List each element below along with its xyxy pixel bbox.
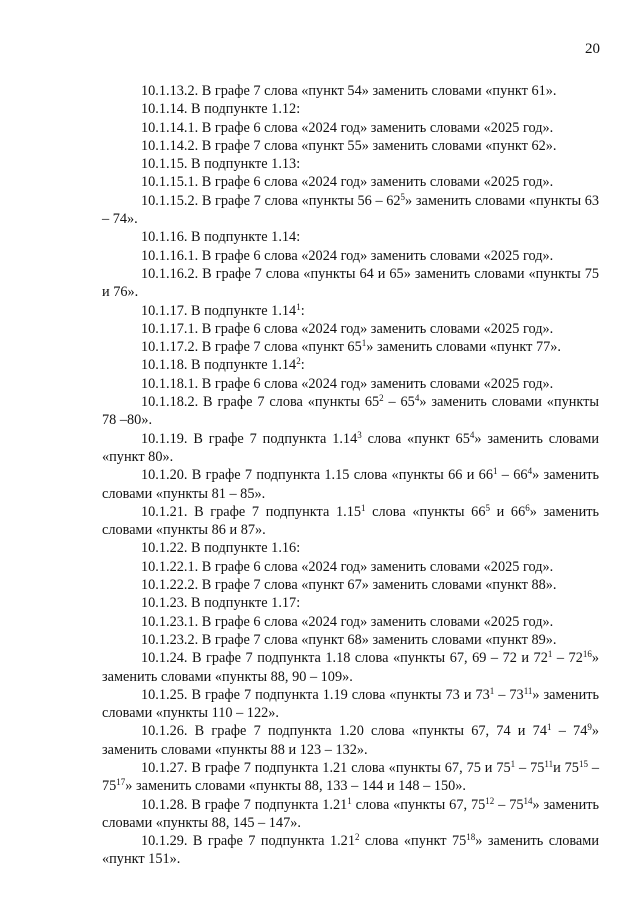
amendment-paragraph: [102, 320, 599, 338]
amendment-paragraph: [102, 100, 599, 118]
paragraph-text: – 75: [102, 759, 599, 795]
amendment-paragraph: [102, 82, 599, 100]
paragraph-text: 10.1.22.1. В графе 6 слова «2024 год» заменить словами «2025 год».: [141, 558, 554, 575]
paragraph-text: – 73: [494, 686, 524, 703]
paragraph-text: 10.1.18.2. В графе 7 слова «пункты 65: [141, 394, 380, 411]
paragraph-text: – 75: [515, 759, 545, 776]
amendment-paragraph: [102, 466, 599, 503]
paragraph-text: – 66: [497, 467, 528, 484]
amendment-paragraph: [102, 613, 599, 631]
paragraph-text: 10.1.28. В графе 7 подпункта 1.21: [141, 796, 348, 813]
paragraph-text: » заменить словами «пункты 88, 90 – 109».: [102, 650, 600, 685]
paragraph-text: 10.1.23. В подпункте 1.17:: [141, 595, 301, 612]
document-body: [102, 82, 599, 869]
amendment-paragraph: [102, 356, 599, 374]
paragraph-text: » заменить словами «пункты 88 и 123 – 132».: [102, 723, 600, 758]
paragraph-text: » заменить словами «пункты 88, 133 – 144 и 148 – 150».: [125, 778, 466, 795]
paragraph-text: » заменить словами «пункт 80».: [102, 430, 599, 465]
paragraph-text: и 66: [489, 503, 526, 520]
amendment-paragraph: [102, 155, 599, 173]
paragraph-text: 10.1.20. В графе 7 подпункта 1.15 слова «пункты 66 и 66: [141, 467, 493, 484]
amendment-paragraph: [102, 137, 599, 155]
page-number: 20: [585, 41, 600, 57]
paragraph-text: » заменить словами «пункты 78 –80».: [102, 394, 600, 429]
paragraph-text: :: [300, 302, 305, 319]
amendment-paragraph: [102, 832, 599, 869]
superscript-index: 12: [485, 795, 495, 806]
paragraph-text: 10.1.15.2. В графе 7 слова «пункты 56 – 62: [141, 192, 401, 209]
amendment-paragraph: [102, 594, 599, 612]
superscript-index: 1: [492, 466, 498, 477]
amendment-paragraph: [102, 228, 599, 246]
superscript-index: 1: [296, 301, 301, 312]
superscript-index: 11: [523, 685, 533, 696]
paragraph-text: и 75: [553, 759, 579, 776]
paragraph-text: 10.1.13.2. В графе 7 слова «пункт 54» заменить словами «пункт 61».: [141, 83, 557, 99]
superscript-index: 5: [400, 191, 406, 202]
paragraph-text: » заменить словами «пункты 63 – 74».: [102, 192, 599, 228]
amendment-paragraph: [102, 649, 599, 686]
superscript-index: 9: [587, 722, 592, 733]
paragraph-text: » заменить словами «пункты 110 – 122».: [102, 686, 599, 722]
paragraph-text: » заменить словами «пункт 151».: [102, 833, 599, 868]
superscript-index: 6: [525, 502, 530, 513]
superscript-index: 1: [361, 502, 366, 513]
paragraph-text: 10.1.24. В графе 7 подпункта 1.18 слова «пункты 67, 69 – 72 и 72: [141, 650, 548, 667]
superscript-index: 4: [527, 466, 533, 477]
amendment-paragraph: [102, 759, 599, 796]
paragraph-text: 10.1.14. В подпункте 1.12:: [141, 101, 301, 118]
superscript-index: 17: [116, 777, 126, 788]
paragraph-text: » заменить словами «пункт 77».: [366, 339, 561, 356]
superscript-index: 1: [510, 758, 516, 769]
superscript-index: 4: [469, 429, 475, 440]
superscript-index: 5: [485, 502, 490, 513]
superscript-index: 2: [296, 356, 301, 367]
superscript-index: 1: [546, 722, 552, 733]
superscript-index: 4: [414, 393, 420, 404]
paragraph-text: 10.1.22.2. В графе 7 слова «пункт 67» заменить словами «пункт 88».: [141, 577, 557, 594]
paragraph-text: – 72: [552, 650, 583, 667]
paragraph-text: 10.1.16. В подпункте 1.14:: [141, 229, 301, 246]
paragraph-text: 10.1.29. В графе 7 подпункта 1.21: [141, 833, 355, 850]
amendment-paragraph: [102, 302, 599, 320]
amendment-paragraph: [102, 375, 599, 393]
amendment-paragraph: [102, 539, 599, 557]
superscript-index: 1: [547, 649, 553, 660]
amendment-paragraph: [102, 796, 599, 833]
paragraph-text: 10.1.25. В графе 7 подпункта 1.19 слова «пункты 73 и 73: [141, 686, 490, 703]
amendment-paragraph: [102, 338, 599, 356]
paragraph-text: 10.1.17.2. В графе 7 слова «пункт 65: [141, 339, 362, 356]
amendment-paragraph: [102, 173, 599, 191]
paragraph-text: 10.1.16.1. В графе 6 слова «2024 год» заменить словами «2025 год».: [141, 247, 554, 264]
superscript-index: 1: [489, 685, 495, 696]
amendment-paragraph: [102, 265, 599, 302]
superscript-index: 1: [361, 338, 367, 349]
paragraph-text: :: [300, 357, 305, 374]
paragraph-text: » заменить словами «пункты 88, 145 – 147».: [102, 796, 599, 831]
amendment-paragraph: [102, 430, 599, 467]
superscript-index: 18: [466, 832, 476, 843]
paragraph-text: 10.1.17.1. В графе 6 слова «2024 год» заменить словами «2025 год».: [141, 320, 554, 337]
superscript-index: 11: [544, 758, 554, 769]
amendment-paragraph: [102, 558, 599, 576]
superscript-index: 3: [357, 429, 362, 440]
paragraph-text: слова «пункт 65: [361, 430, 470, 447]
paragraph-text: 10.1.26. В графе 7 подпункта 1.20 слова «пункты 67, 74 и 74: [141, 723, 547, 740]
paragraph-text: 10.1.15.1. В графе 6 слова «2024 год» заменить словами «2025 год».: [141, 174, 554, 191]
paragraph-text: 10.1.22. В подпункте 1.16:: [141, 540, 301, 557]
superscript-index: 14: [523, 795, 533, 806]
amendment-paragraph: [102, 119, 599, 137]
superscript-index: 15: [578, 758, 588, 769]
amendment-paragraph: [102, 393, 599, 430]
paragraph-text: 10.1.18.1. В графе 6 слова «2024 год» заменить словами «2025 год».: [141, 375, 554, 392]
amendment-paragraph: [102, 686, 599, 723]
paragraph-text: » заменить словами «пункты 86 и 87».: [102, 503, 599, 539]
amendment-paragraph: [102, 503, 599, 540]
paragraph-text: 10.1.17. В подпункте 1.14: [141, 302, 297, 319]
paragraph-text: 10.1.14.2. В графе 7 слова «пункт 55» заменить словами «пункт 62».: [141, 137, 557, 154]
paragraph-text: 10.1.23.2. В графе 7 слова «пункт 68» заменить словами «пункт 89».: [141, 631, 557, 648]
amendment-paragraph: [102, 631, 599, 649]
paragraph-text: слова «пункты 66: [365, 503, 486, 520]
amendment-paragraph: [102, 192, 599, 229]
paragraph-text: слова «пункты 67, 75: [351, 796, 486, 813]
paragraph-text: – 65: [383, 394, 415, 411]
paragraph-text: слова «пункт 75: [359, 833, 467, 850]
paragraph-text: – 75: [494, 796, 524, 813]
paragraph-text: 10.1.23.1. В графе 6 слова «2024 год» заменить словами «2025 год».: [141, 613, 554, 630]
paragraph-text: 10.1.14.1. В графе 6 слова «2024 год» заменить словами «2025 год».: [141, 119, 554, 136]
superscript-index: 2: [354, 832, 360, 843]
paragraph-text: 10.1.21. В графе 7 подпункта 1.15: [141, 503, 361, 520]
superscript-index: 1: [347, 795, 352, 806]
paragraph-text: – 74: [551, 723, 588, 740]
amendment-paragraph: [102, 576, 599, 594]
paragraph-text: » заменить словами «пункты 81 – 85».: [102, 467, 600, 502]
paragraph-text: 10.1.27. В графе 7 подпункта 1.21 слова «пункты 67, 75 и 75: [141, 759, 511, 776]
paragraph-text: 10.1.18. В подпункте 1.14: [141, 357, 297, 374]
superscript-index: 2: [379, 393, 384, 404]
amendment-paragraph: [102, 722, 599, 759]
paragraph-text: 10.1.15. В подпункте 1.13:: [141, 156, 301, 173]
paragraph-text: 10.1.16.2. В графе 7 слова «пункты 64 и 65» заменить словами «пункты 75 и 76».: [102, 265, 599, 301]
amendment-paragraph: [102, 247, 599, 265]
paragraph-text: 10.1.19. В графе 7 подпункта 1.14: [141, 430, 358, 447]
superscript-index: 16: [582, 649, 592, 660]
